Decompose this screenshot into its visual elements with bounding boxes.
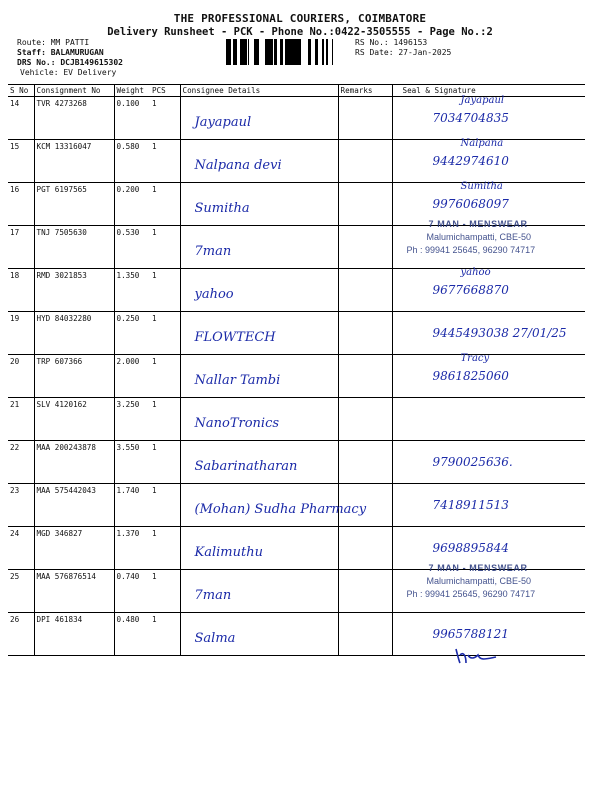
row-remarks	[338, 355, 392, 398]
row-sno: 26	[8, 613, 34, 656]
row-weight: 1.370	[114, 527, 150, 570]
row-seal	[392, 563, 585, 613]
row-sno: 22	[8, 441, 34, 484]
stamp-text-line: Malumichampatti, CBE-50	[426, 576, 532, 586]
consignee-name-handwritten: Kalimuthu	[194, 545, 263, 560]
row-pcs: 1	[150, 527, 180, 570]
row-weight: 0.200	[114, 183, 150, 226]
signature-phone: 9677668870	[432, 283, 509, 297]
row-weight: 3.250	[114, 398, 150, 441]
rs-date: RS Date: 27-Jan-2025	[355, 48, 452, 57]
signature-name: Sumitha	[460, 181, 503, 192]
row-pcs: 1	[150, 226, 180, 269]
row-sno: 20	[8, 355, 34, 398]
row-seal	[392, 269, 585, 312]
row-remarks	[338, 398, 392, 441]
row-consignment: MAA 576876514	[34, 570, 114, 613]
row-consignee	[180, 398, 338, 441]
table-row	[8, 97, 585, 140]
row-seal	[392, 312, 585, 355]
row-pcs: 1	[150, 355, 180, 398]
table-row	[8, 398, 585, 441]
signature-phone: 9861825060	[432, 369, 509, 383]
row-weight: 0.580	[114, 140, 150, 183]
signature-name: Tracy	[460, 353, 490, 364]
stamp-text-line: Ph : 99941 25645, 96290 74717	[406, 245, 536, 255]
row-weight: 0.530	[114, 226, 150, 269]
row-seal	[392, 219, 585, 269]
row-seal	[392, 484, 585, 527]
col-remarks: Remarks	[338, 85, 392, 97]
row-consignee	[180, 312, 338, 355]
row-sno: 18	[8, 269, 34, 312]
table-row	[8, 570, 585, 613]
table-row	[8, 355, 585, 398]
row-seal	[392, 140, 585, 183]
table-row	[8, 269, 585, 312]
col-sno: S No	[8, 85, 34, 97]
row-sno: 23	[8, 484, 34, 527]
row-sno: 24	[8, 527, 34, 570]
bottom-signature-scribble	[452, 645, 500, 667]
row-sno: 25	[8, 570, 34, 613]
row-consignment: TRP 607366	[34, 355, 114, 398]
shop-stamp	[405, 562, 573, 610]
consignee-name-handwritten: 7man	[194, 244, 232, 259]
row-seal	[392, 441, 585, 484]
row-sno: 15	[8, 140, 34, 183]
row-seal	[392, 398, 585, 441]
vehicle-label: Vehicle: EV Delivery	[20, 68, 117, 77]
row-weight: 1.740	[114, 484, 150, 527]
shop-stamp	[405, 218, 573, 266]
signature-phone: 7034704835	[432, 111, 509, 125]
row-weight: 2.000	[114, 355, 150, 398]
row-weight: 0.480	[114, 613, 150, 656]
route-label: Route: MM PATTI	[17, 38, 90, 47]
row-remarks	[338, 527, 392, 570]
row-sno: 19	[8, 312, 34, 355]
row-remarks	[338, 570, 392, 613]
runsheet-table	[8, 84, 585, 656]
consignee-name-handwritten: 7man	[194, 588, 232, 603]
consignee-name-handwritten: Nalpana devi	[194, 158, 282, 173]
row-consignee	[180, 97, 338, 140]
row-weight: 1.350	[114, 269, 150, 312]
table-row	[8, 441, 585, 484]
consignee-name-handwritten: (Mohan) Sudha Pharmacy	[194, 502, 367, 517]
row-seal	[392, 355, 585, 398]
row-consignment: PGT 6197565	[34, 183, 114, 226]
stamp-text-line: Ph : 99941 25645, 96290 74717	[406, 589, 536, 599]
row-consignee	[180, 226, 338, 269]
row-consignment: KCM 13316047	[34, 140, 114, 183]
row-consignment: SLV 4120162	[34, 398, 114, 441]
col-pcs: PCS	[150, 85, 180, 97]
table-row	[8, 312, 585, 355]
row-consignment: MGD 346827	[34, 527, 114, 570]
row-pcs: 1	[150, 570, 180, 613]
signature-phone: 7418911513	[432, 498, 509, 512]
stamp-text-line: 7 MAN - MENSWEAR	[428, 563, 528, 573]
row-pcs: 1	[150, 183, 180, 226]
consignee-name-handwritten: Nallar Tambi	[194, 373, 281, 388]
row-consignee	[180, 140, 338, 183]
signature-phone: 9790025636.	[432, 455, 513, 469]
row-sno: 21	[8, 398, 34, 441]
row-sno: 17	[8, 226, 34, 269]
row-consignment: HYD 84032280	[34, 312, 114, 355]
row-sno: 16	[8, 183, 34, 226]
row-pcs: 1	[150, 269, 180, 312]
signature-phone: 9965788121	[432, 627, 509, 641]
row-consignment: TNJ 7505630	[34, 226, 114, 269]
row-pcs: 1	[150, 140, 180, 183]
row-consignee	[180, 527, 338, 570]
table-row	[8, 484, 585, 527]
row-sno: 14	[8, 97, 34, 140]
consignee-name-handwritten: Sabarinatharan	[194, 459, 298, 474]
consignee-name-handwritten: Sumitha	[194, 201, 250, 216]
signature-name: Jayapaul	[460, 95, 505, 106]
rs-number: RS No.: 1496153	[355, 38, 428, 47]
signature-phone: 9442974610	[432, 154, 509, 168]
signature-phone: 9698895844	[432, 541, 509, 555]
row-consignee	[180, 570, 338, 613]
runsheet-subtitle: Delivery Runsheet - PCK - Phone No.:0422-3505555 - Page No.:2	[107, 26, 493, 38]
drs-label: DRS No.: DCJB149615302	[17, 58, 123, 67]
row-consignee	[180, 441, 338, 484]
row-remarks	[338, 441, 392, 484]
row-consignee	[180, 355, 338, 398]
company-title: THE PROFESSIONAL COURIERS, COIMBATORE	[173, 12, 427, 25]
row-weight: 0.100	[114, 97, 150, 140]
stamp-text-line: 7 MAN - MENSWEAR	[428, 219, 528, 229]
consignee-name-handwritten: FLOWTECH	[194, 330, 276, 345]
row-pcs: 1	[150, 312, 180, 355]
col-seal: Seal & Signature	[392, 85, 585, 97]
row-consignment: MAA 575442043	[34, 484, 114, 527]
staff-label: Staff: BALAMURUGAN	[17, 48, 104, 57]
signature-phone: 9976068097	[432, 197, 509, 211]
table-row	[8, 140, 585, 183]
row-seal	[392, 97, 585, 140]
signature-name: yahoo	[460, 267, 491, 278]
row-consignee	[180, 613, 338, 656]
runsheet-meta-right	[355, 38, 451, 58]
runsheet-meta-left	[17, 38, 123, 78]
row-consignment: RMD 3021853	[34, 269, 114, 312]
row-weight: 0.740	[114, 570, 150, 613]
row-remarks	[338, 312, 392, 355]
row-consignee	[180, 183, 338, 226]
signature-name: Nalpana	[460, 138, 504, 149]
row-pcs: 1	[150, 484, 180, 527]
row-consignment: TVR 4273268	[34, 97, 114, 140]
row-remarks	[338, 613, 392, 656]
row-pcs: 1	[150, 398, 180, 441]
stamp-text-line: Malumichampatti, CBE-50	[426, 232, 532, 242]
col-weight: Weight	[114, 85, 150, 97]
row-consignee	[180, 269, 338, 312]
barcode-image	[226, 39, 344, 65]
row-remarks	[338, 226, 392, 269]
row-pcs: 1	[150, 97, 180, 140]
signature-phone: 9445493038 27/01/25	[432, 326, 567, 340]
row-pcs: 1	[150, 441, 180, 484]
col-consignment: Consignment No	[34, 85, 114, 97]
table-row	[8, 226, 585, 269]
consignee-name-handwritten: Salma	[194, 631, 236, 646]
row-consignment: DPI 461834	[34, 613, 114, 656]
consignee-name-handwritten: NanoTronics	[194, 416, 280, 431]
row-remarks	[338, 97, 392, 140]
row-remarks	[338, 183, 392, 226]
col-consignee: Consignee Details	[180, 85, 338, 97]
row-pcs: 1	[150, 613, 180, 656]
consignee-name-handwritten: yahoo	[194, 287, 234, 302]
row-remarks	[338, 269, 392, 312]
row-weight: 0.250	[114, 312, 150, 355]
row-weight: 3.550	[114, 441, 150, 484]
row-consignee	[180, 484, 367, 527]
row-consignment: MAA 200243878	[34, 441, 114, 484]
row-remarks	[338, 140, 392, 183]
consignee-name-handwritten: Jayapaul	[194, 115, 252, 130]
